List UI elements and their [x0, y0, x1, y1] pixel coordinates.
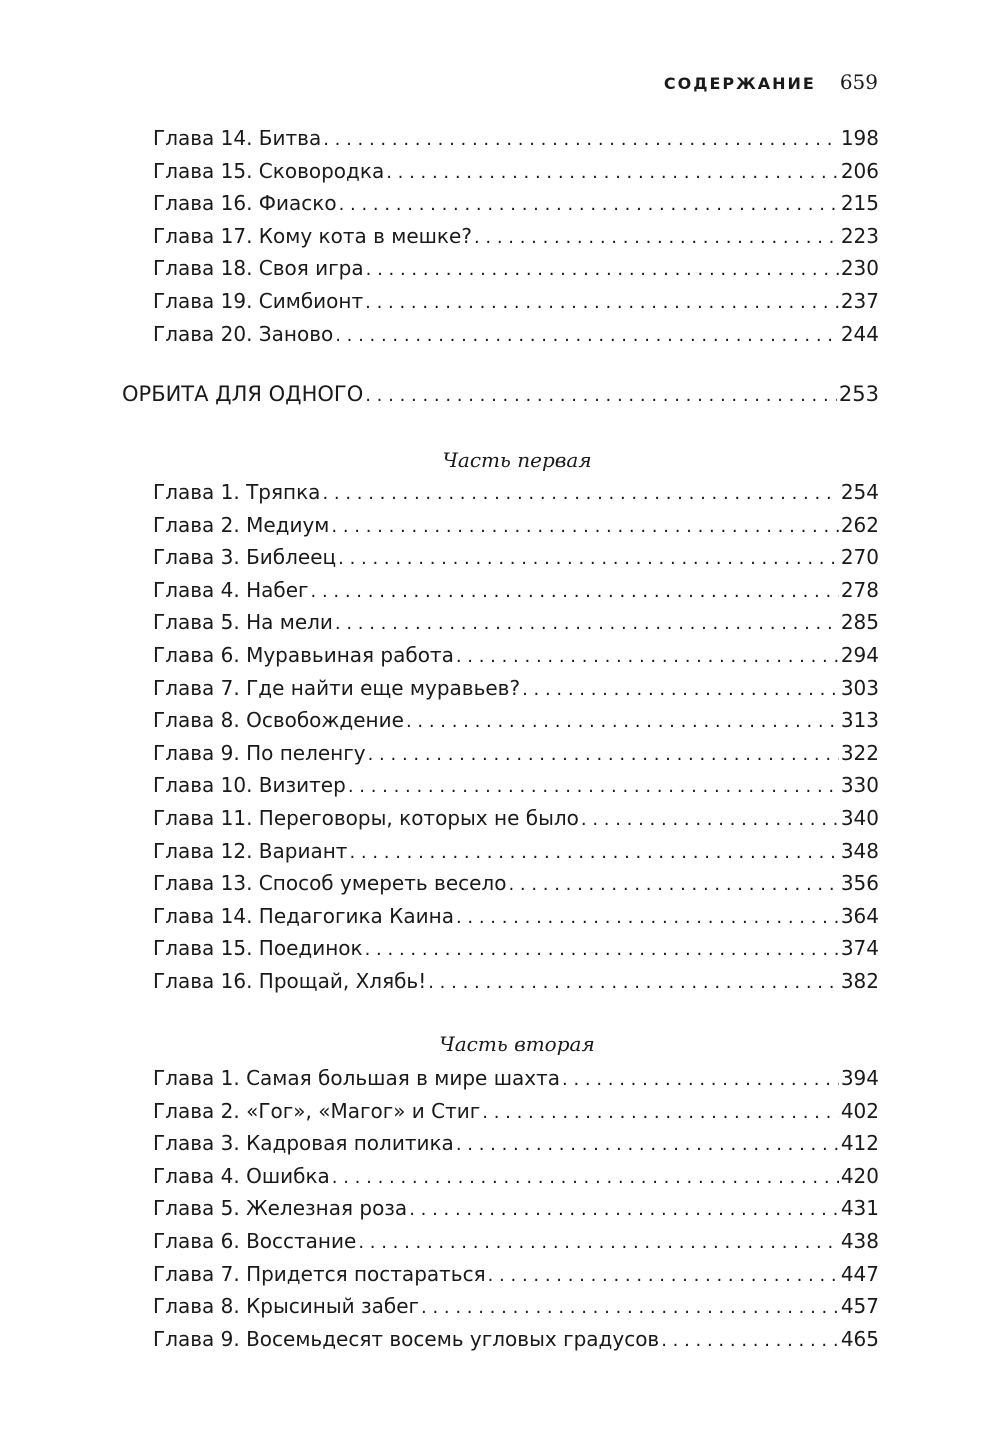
toc-entry-title: Глава 11. Переговоры, которых не было	[153, 805, 579, 830]
toc-entry[interactable]	[153, 476, 879, 509]
toc-entry-page: 465	[840, 1326, 879, 1351]
page-number: 659	[839, 70, 878, 94]
dot-leader	[562, 1064, 839, 1097]
toc-entry-page: 262	[840, 512, 879, 537]
toc-entry-title: Глава 16. Прощай, Хлябь!	[153, 968, 427, 993]
toc-entry-page: 330	[840, 773, 879, 798]
toc-entry-page: 457	[840, 1294, 879, 1319]
toc-part-two	[153, 1062, 879, 1355]
toc-entry-page: 285	[840, 610, 879, 635]
toc-entry-title: Глава 9. По пеленгу	[153, 740, 366, 765]
toc-entry[interactable]	[153, 318, 879, 351]
dot-leader	[335, 320, 839, 353]
toc-entry-page: 382	[840, 968, 879, 993]
dot-leader	[322, 478, 838, 511]
toc-entry[interactable]	[153, 1258, 879, 1291]
book-title-page: 253	[838, 382, 879, 406]
toc-entry-title: Глава 15. Поединок	[153, 936, 363, 961]
running-title: СОДЕРЖАНИЕ	[663, 74, 816, 93]
toc-entry-page: 215	[840, 191, 879, 216]
dot-leader	[331, 511, 838, 544]
toc-entry-page: 254	[840, 480, 879, 504]
toc-entry-title: Глава 3. Библеец	[153, 545, 337, 570]
dot-leader	[365, 287, 839, 320]
toc-entry-title: Глава 10. Визитер	[153, 773, 346, 798]
toc-entry[interactable]	[153, 737, 879, 770]
part-one-heading: Часть первая	[442, 448, 592, 472]
dot-leader	[488, 1260, 839, 1293]
book-title: ОРБИТА ДЛЯ ОДНОГО	[122, 382, 364, 406]
toc-entry-page: 270	[840, 545, 879, 570]
toc-entry[interactable]	[153, 1225, 879, 1258]
dot-leader	[365, 380, 837, 413]
dot-leader	[368, 739, 839, 772]
toc-entry-title: Глава 20. Заново	[153, 321, 334, 346]
toc-entry-page: 364	[840, 903, 879, 928]
dot-leader	[339, 189, 839, 222]
toc-entry[interactable]	[153, 285, 879, 318]
toc-entry-page: 206	[840, 158, 879, 183]
toc-entry[interactable]	[153, 965, 879, 998]
toc-entry[interactable]	[153, 835, 879, 868]
toc-entry-title: Глава 3. Кадровая политика	[153, 1131, 454, 1156]
toc-book-entry	[122, 378, 879, 411]
toc-entry-title: Глава 15. Сковородка	[153, 158, 385, 183]
dot-leader	[365, 934, 839, 967]
toc-entry-title: Глава 19. Симбионт	[153, 288, 364, 313]
toc-entry-title: Глава 18. Своя игра	[153, 256, 364, 281]
toc-entry[interactable]	[153, 1192, 879, 1225]
dot-leader	[581, 804, 839, 837]
dot-leader	[508, 869, 838, 902]
toc-entry-title: Глава 7. Где найти еще муравьев?	[153, 675, 521, 700]
dot-leader	[386, 157, 839, 190]
dot-leader	[522, 674, 839, 707]
toc-entry[interactable]	[153, 252, 879, 285]
toc-entry-title: Глава 4. Набег	[153, 577, 309, 602]
toc-entry-page: 237	[840, 288, 879, 313]
toc-entry[interactable]	[153, 802, 879, 835]
toc-entry[interactable]	[153, 606, 879, 639]
running-head	[664, 70, 878, 94]
toc-entry[interactable]	[153, 900, 879, 933]
toc-entry[interactable]	[153, 509, 879, 542]
dot-leader	[311, 576, 839, 609]
toc-entry-title: Глава 5. Железная роза	[153, 1196, 408, 1221]
toc-entry[interactable]	[153, 122, 879, 155]
toc-entry[interactable]	[153, 1095, 879, 1128]
dot-leader	[332, 1162, 839, 1195]
toc-entry-title: Глава 7. Придется постараться	[153, 1261, 486, 1286]
dot-leader	[323, 124, 839, 157]
toc-section-previous	[153, 122, 879, 350]
dot-leader	[421, 1292, 839, 1325]
toc-entry-title: Глава 16. Фиаско	[153, 191, 337, 216]
toc-entry-title: Глава 14. Битва	[153, 126, 322, 150]
toc-entry-title: Глава 6. Муравьиная работа	[153, 642, 454, 667]
toc-entry-page: 402	[840, 1098, 879, 1123]
dot-leader	[456, 641, 839, 674]
toc-entry-title: Глава 5. На мели	[153, 610, 333, 635]
dot-leader	[428, 967, 839, 1000]
toc-entry-page: 374	[840, 936, 879, 961]
toc-entry[interactable]	[153, 574, 879, 607]
toc-entry[interactable]	[153, 932, 879, 965]
toc-entry-title: Глава 17. Кому кота в мешке?	[153, 223, 472, 248]
toc-entry[interactable]	[153, 672, 879, 705]
toc-entry-page: 230	[840, 256, 879, 281]
dot-leader	[349, 837, 838, 870]
toc-entry-page: 322	[840, 740, 879, 765]
toc-entry[interactable]	[153, 187, 879, 220]
toc-entry[interactable]	[153, 1127, 879, 1160]
dot-leader	[335, 608, 839, 641]
toc-entry-page: 420	[840, 1163, 879, 1188]
toc-entry-title: Глава 4. Ошибка	[153, 1163, 330, 1188]
dot-leader	[338, 543, 839, 576]
toc-entry-page: 244	[840, 321, 879, 346]
toc-entry[interactable]	[153, 1290, 879, 1323]
part-two-heading: Часть вторая	[439, 1032, 595, 1056]
toc-entry-title: Глава 6. Восстание	[153, 1228, 357, 1253]
toc-entry-page: 294	[840, 642, 879, 667]
toc-entry[interactable]	[153, 1323, 879, 1356]
toc-part-one	[153, 476, 879, 998]
toc-entry[interactable]	[153, 220, 879, 253]
toc-entry-page: 394	[840, 1066, 879, 1090]
dot-leader	[348, 771, 839, 804]
toc-entry-title: Глава 1. Тряпка	[153, 480, 321, 504]
dot-leader	[482, 1097, 839, 1130]
toc-entry-page: 198	[840, 126, 879, 150]
dot-leader	[409, 1194, 839, 1227]
toc-entry-page: 348	[840, 838, 879, 863]
toc-entry-title: Глава 2. «Гог», «Магог» и Стиг	[153, 1098, 481, 1123]
toc-entry[interactable]	[153, 867, 879, 900]
dot-leader	[366, 254, 839, 287]
toc-entry-title: Глава 8. Крысиный забег	[153, 1294, 420, 1319]
dot-leader	[456, 902, 839, 935]
toc-entry-page: 340	[840, 805, 879, 830]
toc-entry-title: Глава 9. Восемьдесят восемь угловых градусов	[153, 1326, 660, 1351]
toc-entry-page: 356	[840, 871, 879, 896]
dot-leader	[406, 706, 839, 739]
toc-entry[interactable]	[153, 769, 879, 802]
toc-entry-page: 278	[840, 577, 879, 602]
toc-entry-title: Глава 14. Педагогика Каина	[153, 903, 454, 928]
dot-leader	[661, 1325, 839, 1358]
toc-entry[interactable]	[153, 704, 879, 737]
toc-entry-title: Глава 13. Способ умереть весело	[153, 871, 507, 896]
dot-leader	[456, 1129, 839, 1162]
toc-entry-page: 447	[840, 1261, 879, 1286]
dot-leader	[474, 222, 839, 255]
toc-entry-page: 438	[840, 1228, 879, 1253]
toc-entry[interactable]	[153, 1160, 879, 1193]
dot-leader	[358, 1227, 839, 1260]
toc-entry[interactable]	[153, 155, 879, 188]
toc-entry-page: 303	[840, 675, 879, 700]
toc-entry-title: Глава 2. Медиум	[153, 512, 330, 537]
toc-entry[interactable]	[153, 541, 879, 574]
toc-entry-title: Глава 1. Самая большая в мире шахта	[153, 1066, 561, 1090]
toc-entry-title: Глава 8. Освобождение	[153, 708, 404, 733]
toc-entry[interactable]	[153, 1062, 879, 1095]
toc-entry-page: 412	[840, 1131, 879, 1156]
toc-book-title-entry[interactable]	[122, 378, 879, 411]
toc-entry-page: 223	[840, 223, 879, 248]
toc-entry-page: 313	[840, 708, 879, 733]
toc-entry[interactable]	[153, 639, 879, 672]
toc-entry-title: Глава 12. Вариант	[153, 838, 348, 863]
toc-entry-page: 431	[840, 1196, 879, 1221]
